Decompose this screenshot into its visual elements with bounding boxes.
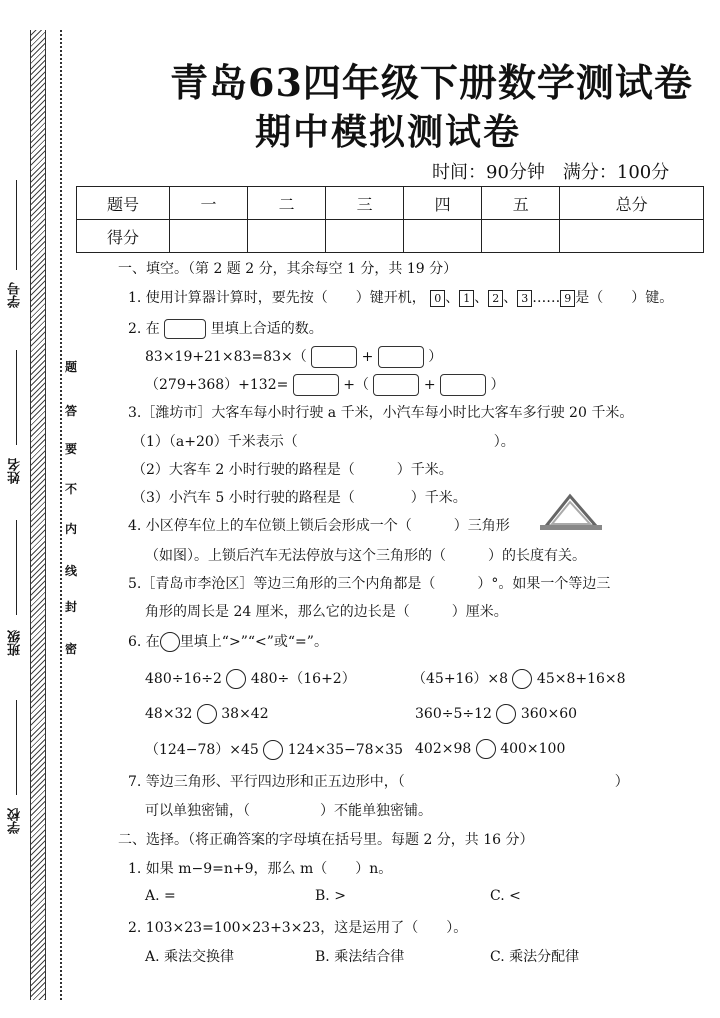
q1-1: 1. 使用计算器计算时，要先按（ ）键开机， 0 、 1 、 2 、 3 …… 9 是（ ）键。 (128, 290, 674, 306)
q1-2 (128, 318, 323, 339)
page-subtitle: 期中模拟测试卷 (255, 111, 522, 153)
compare-circle[interactable] (226, 669, 246, 689)
q1-2-expr2 (145, 374, 505, 396)
q1-3: 3.［潍坊市］大客车每小时行驶 a 千米，小汽车每小时比大客车多行驶 20 千米。 (128, 405, 634, 421)
option-b[interactable]: B. 乘法结合律 (315, 949, 405, 965)
expr-right: 124×35−78×35 (287, 742, 404, 758)
option-b[interactable]: B. > (315, 888, 346, 904)
student-number-label: 学号 (8, 282, 23, 308)
score-cell[interactable] (482, 220, 560, 253)
expr-left: 48×32 (145, 706, 193, 722)
score-row (77, 220, 704, 253)
expr: （279+368）+132= (145, 377, 289, 393)
expr-right: 480÷（16+2） (250, 671, 356, 687)
option-c[interactable]: C. 乘法分配律 (490, 949, 580, 965)
hatch-border (30, 30, 46, 1000)
plus: + (361, 349, 374, 365)
compare-2 (412, 668, 626, 689)
answer-box[interactable] (373, 374, 419, 396)
score-row-label: 得分 (77, 220, 170, 253)
seal-dotted-line (60, 30, 62, 1000)
score-cell[interactable] (326, 220, 404, 253)
option-a[interactable]: A. = (145, 888, 176, 904)
header-cell: 一 (170, 187, 248, 220)
header-cell: 总分 (560, 187, 704, 220)
expr-left: 480÷16÷2 (145, 671, 222, 687)
answer-box[interactable] (440, 374, 486, 396)
compare-circle[interactable] (496, 704, 516, 724)
compare-circle[interactable] (263, 740, 283, 760)
header-cell: 四 (404, 187, 482, 220)
q1-5a: 5.［青岛市李沧区］等边三角形的三个内角都是（ ）°。如果一个等边三 (128, 576, 611, 592)
q1-3-1: （1）（a+20）千米表示（ ）。 (132, 434, 515, 450)
option-c[interactable]: C. < (490, 888, 521, 904)
seal-char: 密 (64, 642, 77, 656)
q1-4a: 4. 小区停车位上的车位锁上锁后会形成一个（ ）三角形 (128, 518, 510, 534)
seal-char: 答 (64, 404, 77, 418)
key-0: 0 (430, 290, 445, 307)
expr-right: 360×60 (520, 706, 578, 722)
score-header-row (77, 187, 704, 220)
section2-heading: 二、选择。（将正确答案的字母填在括号里。每题 2 分，共 16 分） (118, 832, 534, 848)
seal-char: 题 (64, 360, 77, 374)
q1-4b: （如图）。上锁后汽车无法停放与这个三角形的（ ）的长度有关。 (145, 548, 586, 564)
compare-5 (145, 739, 403, 760)
q2-1: 1. 如果 m−9=n+9，那么 m（ ）n。 (128, 861, 393, 877)
q1-text: 1. 使用计算器计算时，要先按（ ）键开机， (128, 290, 426, 306)
score-table (76, 186, 704, 253)
key-2: 2 (488, 290, 503, 307)
q6-text-end: 里填上“>”“<”或“=”。 (179, 634, 328, 650)
name-field[interactable] (16, 350, 17, 445)
header-cell: 三 (326, 187, 404, 220)
q1-text-end: 是（ ）键。 (575, 290, 674, 306)
seal-char: 内 (64, 522, 77, 536)
key-1: 1 (459, 290, 474, 307)
time-score-info: 时间：90分钟 满分：100分 (432, 162, 670, 183)
parking-lock-figure (540, 492, 602, 532)
compare-1 (145, 668, 356, 689)
section1-heading: 一、填空。（第 2 题 2 分，其余每空 1 分，共 19 分） (118, 261, 458, 277)
score-cell[interactable] (248, 220, 326, 253)
plus: +（ (343, 377, 369, 393)
answer-box[interactable] (293, 374, 339, 396)
expr-left: （124−78）×45 (145, 742, 259, 758)
option-a[interactable]: A. 乘法交换律 (145, 949, 235, 965)
binding-margin (0, 0, 78, 1018)
school-label: 学校 (8, 808, 23, 834)
expr-right: 38×42 (221, 706, 269, 722)
class-field[interactable] (16, 520, 17, 615)
score-cell[interactable] (560, 220, 704, 253)
score-cell[interactable] (404, 220, 482, 253)
answer-box[interactable] (311, 346, 357, 368)
score-cell[interactable] (170, 220, 248, 253)
header-cell: 二 (248, 187, 326, 220)
header-cell: 五 (482, 187, 560, 220)
expr-right: 400×100 (500, 741, 566, 757)
student-number-field[interactable] (16, 180, 17, 270)
class-label: 班级 (8, 630, 23, 656)
plus: + (423, 377, 436, 393)
compare-circle[interactable] (197, 704, 217, 724)
compare-6 (415, 739, 565, 759)
q1-7a: 7. 等边三角形、平行四边形和正五边形中，（ ） (128, 774, 629, 790)
compare-circle[interactable] (476, 739, 496, 759)
q1-3-3: （3）小汽车 5 小时行驶的路程是（ ）千米。 (132, 490, 467, 506)
compare-4 (415, 704, 577, 724)
q1-5b: 角形的周长是 24 厘米，那么它的边长是（ ）厘米。 (145, 604, 508, 620)
school-field[interactable] (16, 700, 17, 795)
close: ） (490, 377, 505, 393)
seal-char: 封 (64, 600, 77, 614)
name-label: 姓名 (8, 458, 23, 484)
close: ） (428, 349, 443, 365)
q6-text: 6. 在 (128, 634, 160, 650)
q1-7b: 可以单独密铺，（ ）不能单独密铺。 (145, 803, 432, 819)
q2-text-end: 里填上合适的数。 (210, 321, 323, 337)
compare-circle[interactable] (512, 669, 532, 689)
expr-left: 402×98 (415, 741, 472, 757)
compare-3 (145, 704, 269, 724)
header-cell: 题号 (77, 187, 170, 220)
key-3: 3 (517, 290, 532, 307)
answer-box-sample (164, 319, 206, 339)
expr: 83×19+21×83=83×（ (145, 349, 307, 365)
q1-2-expr1 (145, 346, 442, 368)
seal-char: 不 (64, 482, 77, 496)
expr-left: （45+16）×8 (412, 671, 508, 687)
circle-sample (160, 632, 180, 652)
key-9: 9 (560, 290, 575, 307)
expr-right: 45×8+16×8 (536, 671, 626, 687)
dots: …… (532, 290, 561, 306)
page-title: 青岛63四年级下册数学测试卷 (170, 60, 693, 105)
expr-left: 360÷5÷12 (415, 706, 492, 722)
q1-6 (128, 631, 328, 652)
answer-box[interactable] (378, 346, 424, 368)
q1-3-2: （2）大客车 2 小时行驶的路程是（ ）千米。 (132, 462, 453, 478)
q2-text: 2. 在 (128, 321, 160, 337)
q2-2: 2. 103×23=100×23+3×23，这是运用了（ ）。 (128, 920, 468, 936)
seal-char: 要 (64, 442, 77, 456)
seal-char: 线 (64, 564, 77, 578)
